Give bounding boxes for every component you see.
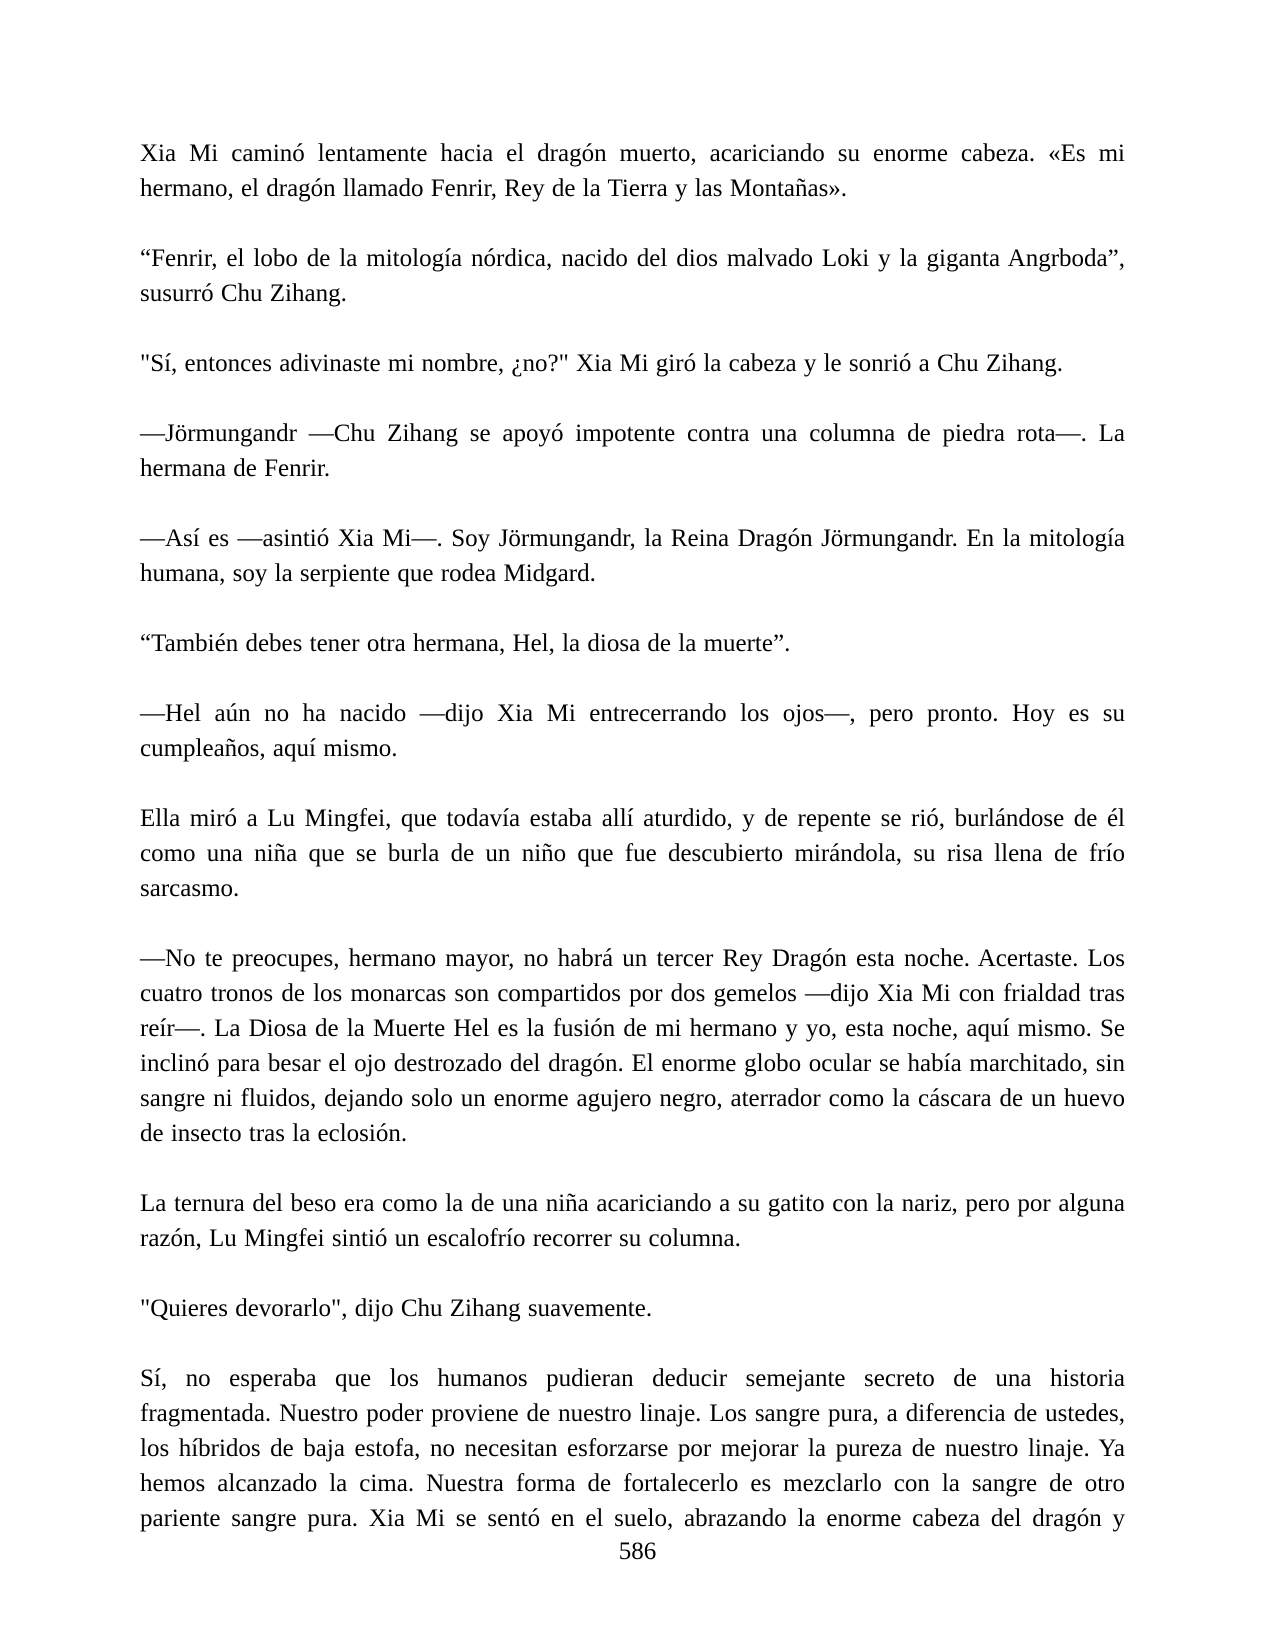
paragraph: La ternura del beso era como la de una niña acariciando a su gatito con la nariz, pero por alguna razón, Lu Mingfei sintió un escalofrío recorrer su columna. [140, 1190, 1125, 1252]
page-number: 586 [618, 1538, 657, 1565]
paragraph: "Sí, entonces adivinaste mi nombre, ¿no?" Xia Mi giró la cabeza y le sonrió a Chu Zihang. [140, 350, 1063, 377]
paragraph: Sí, no esperaba que los humanos pudieran deducir semejante secreto de una historia fragmentada. Nuestro poder proviene de nuestro linaje. Los sangre pura, a diferencia de ustedes, los híbridos de baja estofa, no necesitan esforzarse por mejorar la pureza de nuestro linaje. Ya hemos alcanzado la cima. Nuestra forma de fortalecerlo es mezclarlo con la sangre de otro pariente sangre pura. Xia Mi se sentó en el suelo, abrazando la enorme cabeza del dragón y [140, 1365, 1125, 1532]
paragraph: —Jörmungandr —Chu Zihang se apoyó impotente contra una columna de piedra rota—. La hermana de Fenrir. [140, 420, 1125, 482]
paragraph: Ella miró a Lu Mingfei, que todavía estaba allí aturdido, y de repente se rió, burlándose de él como una niña que se burla de un niño que fue descubierto mirándola, su risa llena de frío sarcasmo. [140, 805, 1125, 902]
paragraph: “Fenrir, el lobo de la mitología nórdica, nacido del dios malvado Loki y la giganta Angrboda”, susurró Chu Zihang. [140, 245, 1125, 307]
paragraph: —No te preocupes, hermano mayor, no habrá un tercer Rey Dragón esta noche. Acertaste. Los cuatro tronos de los monarcas son compartidos por dos gemelos —dijo Xia Mi con frialdad tras reír—. La Diosa de la Muerte Hel es la fusión de mi hermano y yo, esta noche, aquí mismo. Se inclinó para besar el ojo destrozado del dragón. El enorme globo ocular se había marchitado, sin sangre ni fluidos, dejando solo un enorme agujero negro, aterrador como la cáscara de un huevo de insecto tras la eclosión. [140, 945, 1125, 1147]
paragraph: “También debes tener otra hermana, Hel, la diosa de la muerte”. [140, 630, 791, 657]
paragraph: —Hel aún no ha nacido —dijo Xia Mi entrecerrando los ojos—, pero pronto. Hoy es su cumpleaños, aquí mismo. [140, 700, 1125, 762]
page-text-body [140, 136, 1125, 1571]
paragraph: "Quieres devorarlo", dijo Chu Zihang suavemente. [140, 1295, 653, 1322]
paragraph: —Así es —asintió Xia Mi—. Soy Jörmungandr, la Reina Dragón Jörmungandr. En la mitología humana, soy la serpiente que rodea Midgard. [140, 525, 1125, 587]
paragraph: Xia Mi caminó lentamente hacia el dragón muerto, acariciando su enorme cabeza. «Es mi hermano, el dragón llamado Fenrir, Rey de la Tierra y las Montañas». [140, 140, 1125, 202]
